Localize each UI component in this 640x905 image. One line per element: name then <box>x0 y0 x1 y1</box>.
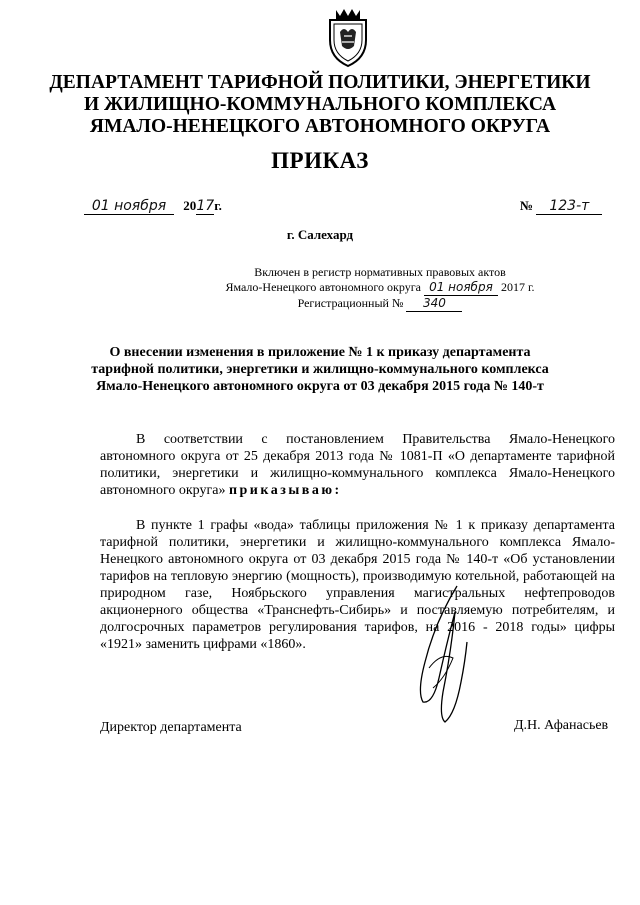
registry-line-2-prefix: Ямало-Ненецкого автономного округа <box>225 280 421 294</box>
department-line-1: ДЕПАРТАМЕНТ ТАРИФНОЙ ПОЛИТИКИ, ЭНЕРГЕТИКИ <box>49 72 591 93</box>
order-number <box>520 198 602 215</box>
date-day-month: 01 ноября <box>84 199 174 215</box>
registry-line-2 <box>200 280 560 296</box>
coat-of-arms-icon <box>322 6 374 68</box>
department-line-3: ЯМАЛО-НЕНЕЦКОГО АВТОНОМНОГО ОКРУГА <box>89 116 551 137</box>
subject-line-2: тарифной политики, энергетики и жилищно-коммунального комплекса <box>91 362 549 377</box>
registry-line-2-suffix: 2017 г. <box>500 280 535 294</box>
registry-number-label: Регистрационный № <box>297 296 404 310</box>
signer-name: Д.Н. Афанасьев <box>514 718 609 733</box>
subject-line-3: Ямало-Ненецкого автономного округа от 03 декабря 2015 года № 140-т <box>96 379 544 394</box>
city: г. Салехард <box>286 227 354 242</box>
registry-line-3 <box>200 296 560 312</box>
department-name <box>0 72 640 138</box>
registry-line-1: Включен в регистр нормативных правовых актов <box>254 265 506 279</box>
department-line-2: И ЖИЛИЩНО-КОММУНАЛЬНОГО КОМПЛЕКСА <box>83 94 557 115</box>
signature-position: Директор департамента <box>100 720 242 735</box>
date-year-suffix: 17 <box>196 198 215 214</box>
registry-date: 01 ноября <box>424 280 498 296</box>
registry-block <box>200 265 560 312</box>
document-type: ПРИКАЗ <box>271 148 369 173</box>
paragraph-1-body <box>100 431 615 499</box>
paragraph-2 <box>100 517 615 653</box>
paragraph-1 <box>100 431 615 499</box>
subject-line-1: О внесении изменения в приложение № 1 к приказу департамента <box>109 345 531 360</box>
paragraph-1-text: В соответствии с постановлением Правительства Ямало-Ненецкого автономного округа от 25 декабря 2013 года № 1081-П «О департаменте тарифной политики, энергетики и жилищно-коммунального комплекса Ямало-Ненецкого автономного округа» <box>100 432 615 498</box>
order-date <box>84 198 222 215</box>
paragraph-2-text: В пункте 1 графы «вода» таблицы приложения № 1 к приказу департамента тарифной политики, энергетики и жилищно-коммунального комплекса Ямало-Ненецкого автономного округа от 03 декабря 2015 года № 140-т «Об установлении тарифов на тепловую энергию (мощность), производимую котельной, работающей на природном газе, Ноябрьского управления магистральных нефтепроводов акционерного общества «Транснефть-Сибирь» и поставляемую потребителям, и долгосрочных параметров регулирования тарифов, на 2016 - 2018 годы» цифры «1921» заменить цифрами «1860». <box>100 518 615 652</box>
order-subject <box>0 344 640 395</box>
handwritten-signature-icon <box>395 582 495 732</box>
registry-number: 340 <box>406 296 462 312</box>
date-year-prefix: 20 <box>183 198 197 213</box>
number-label: № <box>520 198 534 213</box>
order-directive: приказываю: <box>228 483 342 498</box>
number-value: 123-т <box>536 199 602 215</box>
date-year-label: г. <box>214 198 222 213</box>
